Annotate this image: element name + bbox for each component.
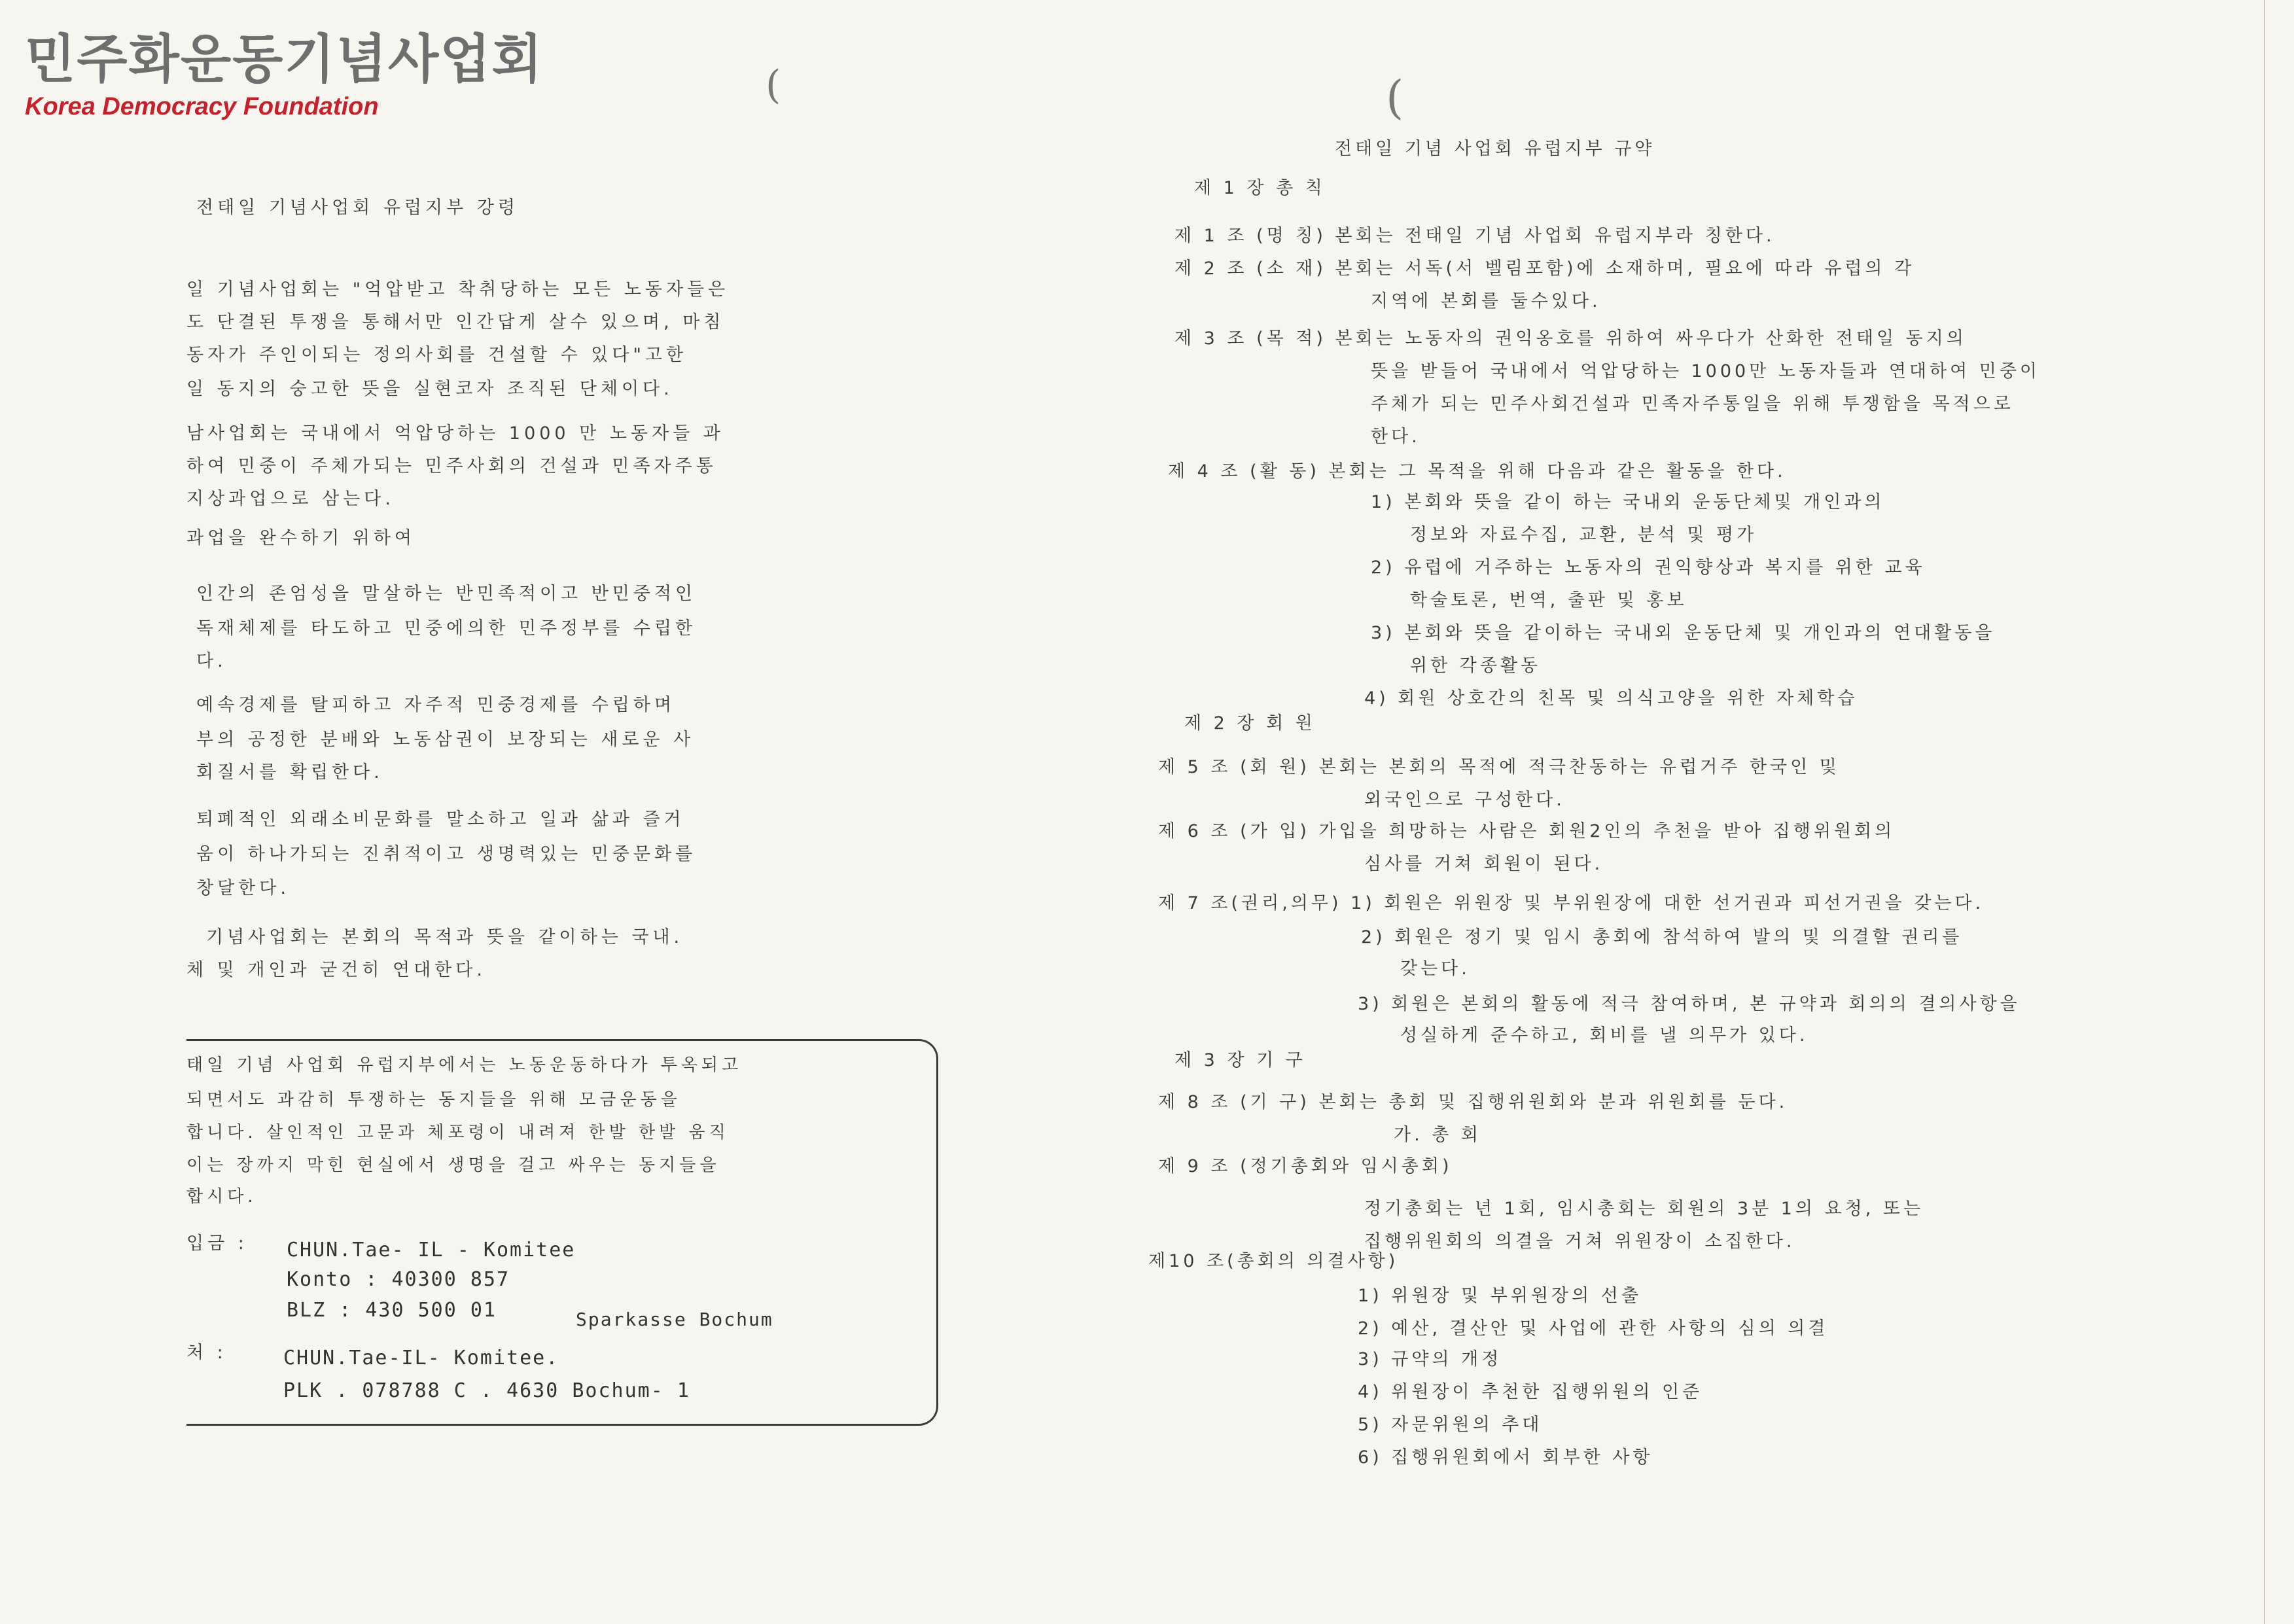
- box-line: 합니다. 살인적인 고문과 체포령이 내려져 한발 한발 움직: [186, 1123, 730, 1142]
- chapter-heading: 제 1 장 총 칙: [1194, 178, 1326, 198]
- account-blz: BLZ : 430 500 01: [287, 1299, 497, 1322]
- article-line: 주체가 되는 민주사회건설과 민족자주통일을 위해 투쟁함을 목적으로: [1371, 394, 2014, 414]
- account-name: CHUN.Tae- IL - Komitee: [287, 1239, 576, 1262]
- left-line: 부의 공정한 분배와 노동삼권이 보장되는 새로운 사: [196, 730, 695, 750]
- page-mark-right: (: [1386, 71, 1404, 124]
- left-line: 기념사업회는 본회의 목적과 뜻을 같이하는 국내.: [206, 927, 684, 947]
- account-name: CHUN.Tae-IL- Komitee.: [283, 1347, 559, 1369]
- article-line: 뜻을 받들어 국내에서 억압당하는 1000만 노동자들과 연대하여 민중이: [1371, 361, 2041, 381]
- chapter-heading: 제 2 장 회 원: [1184, 713, 1316, 733]
- box-line: 되면서도 과감히 투쟁하는 동지들을 위해 모금운동을: [186, 1090, 681, 1110]
- article-line: 심사를 거쳐 회원이 된다.: [1364, 854, 1604, 874]
- page-mark-left: (: [766, 62, 781, 108]
- account-label: 입금 :: [186, 1233, 248, 1254]
- article-line: 집행위원회의 의결을 거쳐 위원장이 소집한다.: [1364, 1231, 1795, 1252]
- article-line: 제 1 조 (명 칭) 본회는 전태일 기념 사업회 유럽지부라 칭한다.: [1174, 226, 1775, 246]
- left-title: 전태일 기념사업회 유럽지부 강령: [196, 198, 519, 218]
- article-line: 제 5 조 (회 원) 본회는 본회의 목적에 적극찬동하는 유럽거주 한국인 및: [1158, 757, 1840, 777]
- article-line: 학술토론, 번역, 출판 및 홍보: [1410, 590, 1687, 610]
- logo-korean: 민주화운동기념사업회: [25, 28, 544, 90]
- article-line: 제 7 조(권리,의무) 1) 회원은 위원장 및 부위원장에 대한 선거권과 피선거권을 갖는다.: [1158, 893, 1985, 913]
- article-line: 외국인으로 구성한다.: [1364, 790, 1565, 810]
- left-line: 남사업회는 국내에서 억압당하는 1000 만 노동자들 과: [186, 423, 724, 444]
- chapter-heading: 제 3 장 기 구: [1174, 1050, 1306, 1070]
- left-line: 회질서를 확립한다.: [196, 762, 383, 783]
- page-edge: [2264, 0, 2265, 1624]
- left-line: 체 및 개인과 굳건히 연대한다.: [186, 960, 486, 980]
- foundation-logo: [25, 28, 544, 121]
- left-line: 일 동지의 숭고한 뜻을 실현코자 조직된 단체이다.: [186, 379, 673, 399]
- article-line: 가. 총 회: [1394, 1125, 1481, 1145]
- left-line: 퇴폐적인 외래소비문화를 말소하고 일과 삶과 즐거: [196, 809, 685, 830]
- article-line: 4) 회원 상호간의 친목 및 의식고양을 위한 자체학습: [1364, 688, 1858, 709]
- article-line: 제 9 조 (정기총회와 임시총회): [1158, 1156, 1453, 1176]
- right-title: 전태일 기념 사업회 유럽지부 규약: [1335, 139, 1655, 159]
- article-line: 3) 회원은 본회의 활동에 적극 참여하며, 본 규약과 회의의 결의사항을: [1358, 994, 2020, 1014]
- article-line: 위한 각종활동: [1410, 656, 1542, 676]
- article-line: 지역에 본회를 둘수있다.: [1371, 291, 1601, 311]
- left-line: 과업을 완수하기 위하여: [186, 528, 415, 548]
- article-line: 3) 본회와 뜻을 같이하는 국내외 운동단체 및 개인과의 연대활동을: [1371, 623, 1996, 643]
- logo-english: Korea Democracy Foundation: [25, 93, 379, 120]
- article-line: 5) 자문위원의 추대: [1358, 1415, 1543, 1435]
- left-line: 독재체제를 타도하고 민중에의한 민주정부를 수립한: [196, 618, 697, 639]
- article-line: 제 2 조 (소 재) 본회는 서독(서 벨림포함)에 소재하며, 필요에 따라 유럽의 각: [1174, 258, 1915, 279]
- article-line: 2) 회원은 정기 및 임시 총회에 참석하여 발의 및 의결할 권리를: [1361, 927, 1963, 947]
- box-line: 합시다.: [186, 1187, 257, 1207]
- left-line: 예속경제를 탈피하고 자주적 민중경제를 수립하며: [196, 695, 676, 715]
- article-line: 제 8 조 (기 구) 본회는 총회 및 집행위원회와 분과 위원회를 둔다.: [1158, 1092, 1788, 1112]
- article-line: 제 4 조 (활 동) 본회는 그 목적을 위해 다음과 같은 활동을 한다.: [1168, 461, 1786, 482]
- article-line: 제10 조(총회의 의결사항): [1148, 1251, 1399, 1271]
- article-line: 갖는다.: [1400, 959, 1470, 979]
- article-line: 성실하게 준수하고, 회비를 낼 의무가 있다.: [1400, 1025, 1809, 1046]
- article-line: 제 3 조 (목 적) 본회는 노동자의 권익옹호를 위하여 싸우다가 산화한 전태일 동지의: [1174, 328, 1967, 349]
- left-line: 도 단결된 투쟁을 통해서만 인간답게 살수 있으며, 마침: [186, 312, 725, 332]
- article-line: 3) 규약의 개정: [1358, 1349, 1502, 1369]
- left-line: 인간의 존엄성을 말살하는 반민족적이고 반민중적인: [196, 584, 697, 604]
- account-bank: Sparkasse Bochum: [576, 1309, 773, 1330]
- article-line: 한다.: [1371, 427, 1421, 447]
- article-line: 제 6 조 (가 입) 가입을 희망하는 사람은 회원2인의 추천을 받아 집행위원회의: [1158, 821, 1896, 841]
- article-line: 1) 본회와 뜻을 같이 하는 국내외 운동단체및 개인과의: [1371, 492, 1885, 512]
- article-line: 정보와 자료수집, 교환, 분석 및 평가: [1410, 525, 1757, 545]
- left-line: 일 기념사업회는 "억압받고 착취당하는 모든 노동자들은: [186, 279, 730, 300]
- left-line: 동자가 주인이되는 정의사회를 건설할 수 있다"고한: [186, 345, 688, 365]
- account-address: PLK . 078788 C . 4630 Bochum- 1: [283, 1379, 690, 1402]
- article-line: 4) 위원장이 추천한 집행위원의 인준: [1358, 1382, 1703, 1402]
- box-line: 태일 기념 사업회 유럽지부에서는 노동운동하다가 투옥되고: [186, 1055, 743, 1075]
- article-line: 6) 집행위원회에서 회부한 사항: [1358, 1447, 1653, 1468]
- left-line: 하여 민중이 주체가되는 민주사회의 건설과 민족자주통: [186, 456, 717, 476]
- article-line: 2) 유럽에 거주하는 노동자의 권익향상과 복지를 위한 교육: [1371, 557, 1926, 578]
- article-line: 1) 위원장 및 부위원장의 선출: [1358, 1286, 1642, 1306]
- account-konto: Konto : 40300 857: [287, 1268, 510, 1291]
- account-label: 처 :: [186, 1343, 227, 1363]
- left-line: 지상과업으로 삼는다.: [186, 489, 395, 509]
- article-line: 2) 예산, 결산안 및 사업에 관한 사항의 심의 의결: [1358, 1318, 1829, 1339]
- box-line: 이는 장까지 막힌 현실에서 생명을 걸고 싸우는 동지들을: [186, 1156, 720, 1175]
- article-line: 정기총회는 년 1회, 임시총회는 회원의 3분 1의 요청, 또는: [1364, 1199, 1924, 1219]
- left-line: 움이 하나가되는 진취적이고 생명력있는 민중문화를: [196, 844, 697, 864]
- left-line: 창달한다.: [196, 878, 290, 898]
- left-line: 다.: [196, 651, 227, 671]
